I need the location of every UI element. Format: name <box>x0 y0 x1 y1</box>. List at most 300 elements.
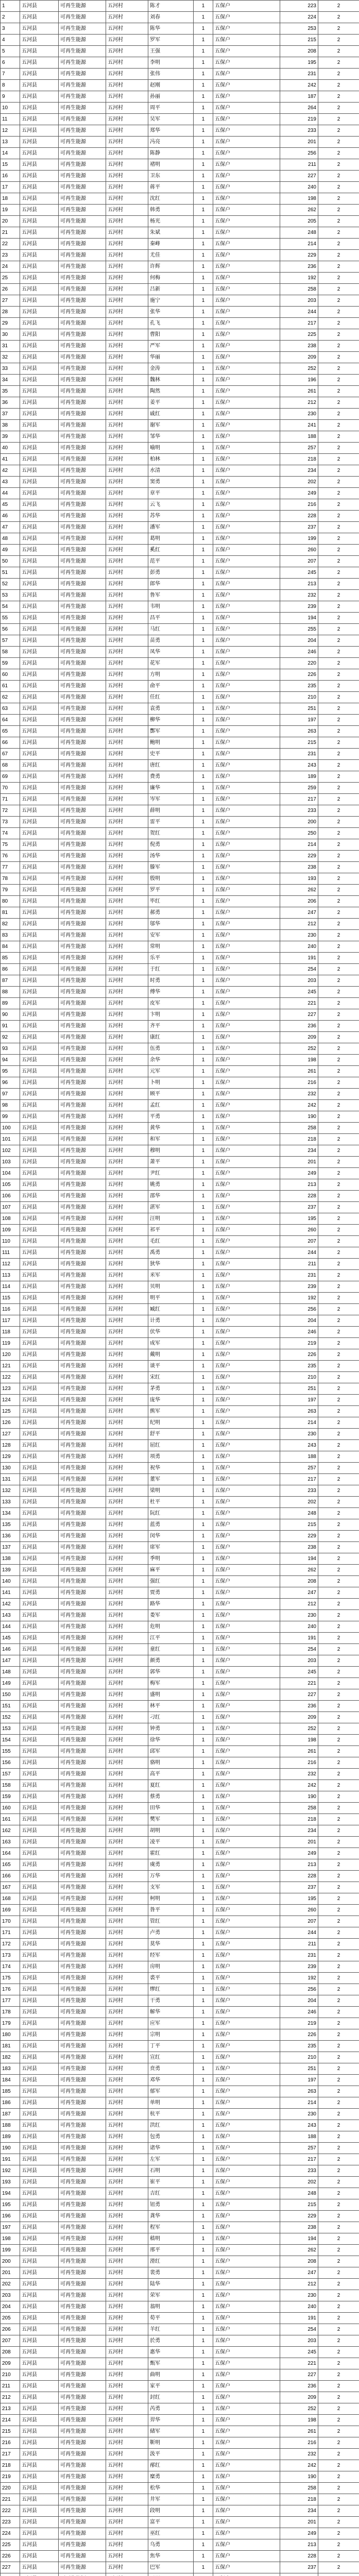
cell-town: 五河县 <box>20 1950 59 1961</box>
cell-item: 可再生能源 <box>59 2063 106 2075</box>
cell-town: 五河县 <box>20 375 59 386</box>
cell-name: 陈静 <box>148 148 194 159</box>
cell-name: 管红 <box>148 1916 194 1927</box>
cell-name: 朱斌 <box>148 227 194 239</box>
cell-name: 邢平 <box>148 2245 194 2256</box>
cell-village: 五河村 <box>106 567 148 579</box>
cell-row-number: 3 <box>1 23 20 35</box>
cell-category: 五保户 <box>213 1134 280 1145</box>
cell-village: 五河村 <box>106 1780 148 1791</box>
cell-amount: 232 <box>280 2449 318 2460</box>
cell-amount: 232 <box>280 1769 318 1780</box>
cell-item: 可再生能源 <box>59 1961 106 1973</box>
cell-village: 五河村 <box>106 499 148 511</box>
cell-quantity: 1 <box>194 556 213 567</box>
cell-name: 龚华 <box>148 2211 194 2222</box>
cell-town: 五河县 <box>20 1712 59 1723</box>
cell-item: 可再生能源 <box>59 805 106 817</box>
cell-town: 五河县 <box>20 1633 59 1644</box>
cell-name: 宣红 <box>148 2052 194 2063</box>
cell-village: 五河村 <box>106 1247 148 1259</box>
cell-amount: 199 <box>280 533 318 545</box>
cell-village: 五河村 <box>106 23 148 35</box>
cell-village: 五河村 <box>106 1179 148 1191</box>
cell-amount: 219 <box>280 2018 318 2029</box>
cell-village: 五河村 <box>106 2517 148 2528</box>
cell-town: 五河县 <box>20 2517 59 2528</box>
cell-amount: 261 <box>280 386 318 397</box>
cell-category: 五保户 <box>213 2381 280 2392</box>
cell-town: 五河县 <box>20 159 59 171</box>
cell-village: 五河村 <box>106 987 148 998</box>
cell-row-number: 5 <box>1 46 20 57</box>
table-row <box>1 1417 359 1429</box>
cell-village: 五河村 <box>106 1610 148 1621</box>
cell-item: 可再生能源 <box>59 1 106 12</box>
cell-quantity: 1 <box>194 545 213 556</box>
cell-row-number: 193 <box>1 2177 20 2188</box>
cell-score: 2 <box>318 1349 359 1361</box>
cell-quantity: 1 <box>194 2041 213 2052</box>
cell-row-number: 79 <box>1 885 20 896</box>
table-row <box>1 2143 359 2154</box>
cell-row-number: 116 <box>1 1304 20 1315</box>
cell-item: 可再生能源 <box>59 715 106 726</box>
cell-score: 2 <box>318 817 359 828</box>
cell-name: 成军 <box>148 1338 194 1349</box>
cell-score: 2 <box>318 1043 359 1055</box>
cell-item: 可再生能源 <box>59 556 106 567</box>
cell-row-number: 115 <box>1 1293 20 1304</box>
cell-name: 唐红 <box>148 760 194 771</box>
table-row <box>1 1032 359 1043</box>
cell-item: 可再生能源 <box>59 2199 106 2211</box>
table-row <box>1 69 359 80</box>
cell-village: 五河村 <box>106 443 148 454</box>
cell-quantity: 1 <box>194 443 213 454</box>
cell-amount: 243 <box>280 1440 318 1451</box>
cell-row-number: 64 <box>1 715 20 726</box>
cell-village: 五河村 <box>106 2313 148 2324</box>
cell-score: 2 <box>318 159 359 171</box>
cell-category: 五保户 <box>213 1531 280 1542</box>
cell-amount: 204 <box>280 1315 318 1327</box>
cell-item: 可再生能源 <box>59 2369 106 2381</box>
cell-name: 张华 <box>148 307 194 318</box>
cell-score: 2 <box>318 227 359 239</box>
cell-item: 可再生能源 <box>59 794 106 805</box>
cell-category: 五保户 <box>213 1236 280 1247</box>
cell-town: 五河县 <box>20 1463 59 1474</box>
cell-category: 五保户 <box>213 715 280 726</box>
cell-item: 可再生能源 <box>59 1565 106 1576</box>
cell-category: 五保户 <box>213 692 280 703</box>
cell-row-number: 206 <box>1 2324 20 2335</box>
cell-category: 五保户 <box>213 1508 280 1519</box>
cell-amount: 240 <box>280 941 318 953</box>
cell-item: 可再生能源 <box>59 2109 106 2120</box>
cell-score: 2 <box>318 1508 359 1519</box>
cell-row-number: 57 <box>1 635 20 647</box>
cell-quantity: 1 <box>194 1973 213 1984</box>
cell-row-number: 92 <box>1 1032 20 1043</box>
cell-row-number: 96 <box>1 1077 20 1089</box>
cell-village: 五河村 <box>106 2392 148 2403</box>
cell-amount: 257 <box>280 2143 318 2154</box>
cell-amount: 213 <box>280 1179 318 1191</box>
cell-quantity: 1 <box>194 2199 213 2211</box>
cell-name: 杜平 <box>148 1497 194 1508</box>
cell-amount: 252 <box>280 2403 318 2415</box>
cell-quantity: 1 <box>194 2494 213 2505</box>
cell-item: 可再生能源 <box>59 2562 106 2573</box>
table-row <box>1 2211 359 2222</box>
cell-row-number: 143 <box>1 1610 20 1621</box>
cell-village: 五河村 <box>106 2109 148 2120</box>
cell-row-number: 123 <box>1 1383 20 1395</box>
cell-town: 五河县 <box>20 1689 59 1701</box>
cell-row-number: 200 <box>1 2256 20 2267</box>
cell-village: 五河村 <box>106 1009 148 1021</box>
cell-item: 可再生能源 <box>59 1406 106 1417</box>
cell-item: 可再生能源 <box>59 443 106 454</box>
cell-category: 五保户 <box>213 1 280 12</box>
cell-item: 可再生能源 <box>59 1633 106 1644</box>
cell-village: 五河村 <box>106 941 148 953</box>
cell-town: 五河县 <box>20 873 59 885</box>
cell-name: 陶然 <box>148 386 194 397</box>
cell-amount: 201 <box>280 137 318 148</box>
cell-row-number: 154 <box>1 1735 20 1746</box>
cell-village: 五河村 <box>106 2154 148 2165</box>
cell-score: 2 <box>318 1247 359 1259</box>
cell-amount: 261 <box>280 1066 318 1077</box>
table-row <box>1 1225 359 1236</box>
cell-name: 惠华 <box>148 2347 194 2358</box>
cell-village: 五河村 <box>106 2267 148 2279</box>
table-row <box>1 2426 359 2437</box>
cell-village: 五河村 <box>106 1882 148 1893</box>
cell-name: 臧红 <box>148 1304 194 1315</box>
cell-row-number: 186 <box>1 2097 20 2109</box>
cell-row-number: 87 <box>1 975 20 987</box>
cell-score: 2 <box>318 1497 359 1508</box>
cell-score: 2 <box>318 1 359 12</box>
cell-quantity: 1 <box>194 964 213 975</box>
cell-village: 五河村 <box>106 873 148 885</box>
cell-name: 华丽 <box>148 352 194 363</box>
cell-score: 2 <box>318 397 359 409</box>
table-row <box>1 386 359 397</box>
cell-amount: 217 <box>280 794 318 805</box>
cell-score: 2 <box>318 1769 359 1780</box>
cell-row-number: 190 <box>1 2143 20 2154</box>
cell-town: 五河县 <box>20 1916 59 1927</box>
cell-quantity: 1 <box>194 1610 213 1621</box>
cell-amount: 226 <box>280 669 318 681</box>
table-row <box>1 1463 359 1474</box>
cell-name: 柯明 <box>148 1893 194 1905</box>
cell-row-number: 182 <box>1 2052 20 2063</box>
cell-amount: 198 <box>280 193 318 205</box>
cell-name: 丁平 <box>148 2041 194 2052</box>
cell-row-number: 16 <box>1 171 20 182</box>
cell-town: 五河县 <box>20 851 59 862</box>
cell-village: 五河村 <box>106 12 148 23</box>
cell-row-number: 63 <box>1 703 20 715</box>
cell-name: 甄军 <box>148 2358 194 2369</box>
cell-score: 2 <box>318 805 359 817</box>
cell-village: 五河村 <box>106 1905 148 1916</box>
cell-quantity: 1 <box>194 409 213 420</box>
cell-category: 五保户 <box>213 284 280 295</box>
table-row <box>1 635 359 647</box>
table-row <box>1 2233 359 2245</box>
cell-name: 齐平 <box>148 1021 194 1032</box>
cell-item: 可再生能源 <box>59 1497 106 1508</box>
cell-town: 五河县 <box>20 80 59 91</box>
cell-score: 2 <box>318 1134 359 1145</box>
cell-score: 2 <box>318 1406 359 1417</box>
cell-amount: 215 <box>280 1519 318 1531</box>
table-row <box>1 1984 359 1995</box>
cell-name: 贾勇 <box>148 1587 194 1599</box>
table-row <box>1 1882 359 1893</box>
cell-amount: 254 <box>280 2324 318 2335</box>
table-row <box>1 828 359 839</box>
cell-name: 糜勇 <box>148 2471 194 2483</box>
cell-town: 五河县 <box>20 2177 59 2188</box>
cell-item: 可再生能源 <box>59 1247 106 1259</box>
cell-score: 2 <box>318 737 359 749</box>
cell-name: 鲁军 <box>148 590 194 601</box>
cell-item: 可再生能源 <box>59 1701 106 1712</box>
cell-row-number: 124 <box>1 1395 20 1406</box>
table-row <box>1 1338 359 1349</box>
cell-village: 五河村 <box>106 1859 148 1871</box>
cell-village: 五河村 <box>106 522 148 533</box>
cell-score: 2 <box>318 1927 359 1939</box>
cell-item: 可再生能源 <box>59 488 106 499</box>
cell-row-number: 183 <box>1 2063 20 2075</box>
cell-category: 五保户 <box>213 624 280 635</box>
cell-village: 五河村 <box>106 590 148 601</box>
cell-category: 五保户 <box>213 1259 280 1270</box>
cell-item: 可再生能源 <box>59 193 106 205</box>
cell-item: 可再生能源 <box>59 307 106 318</box>
cell-quantity: 1 <box>194 1531 213 1542</box>
cell-quantity: 1 <box>194 1157 213 1168</box>
cell-town: 五河县 <box>20 1 59 12</box>
cell-score: 2 <box>318 46 359 57</box>
cell-score: 2 <box>318 2460 359 2471</box>
cell-name: 柏林 <box>148 454 194 465</box>
cell-amount: 216 <box>280 2437 318 2449</box>
cell-town: 五河县 <box>20 930 59 941</box>
cell-town: 五河县 <box>20 1395 59 1406</box>
cell-amount: 203 <box>280 2335 318 2347</box>
cell-item: 可再生能源 <box>59 2120 106 2131</box>
cell-name: 邹华 <box>148 431 194 443</box>
cell-row-number: 42 <box>1 465 20 477</box>
cell-category: 五保户 <box>213 1406 280 1417</box>
cell-item: 可再生能源 <box>59 624 106 635</box>
cell-amount: 233 <box>280 125 318 137</box>
cell-town: 五河县 <box>20 2471 59 2483</box>
cell-name: 支军 <box>148 1882 194 1893</box>
cell-quantity: 1 <box>194 2233 213 2245</box>
cell-town: 五河县 <box>20 2505 59 2517</box>
cell-village: 五河村 <box>106 1973 148 1984</box>
cell-village: 五河村 <box>106 216 148 227</box>
cell-category: 五保户 <box>213 2517 280 2528</box>
cell-village: 五河村 <box>106 771 148 783</box>
cell-name: 毕红 <box>148 896 194 907</box>
cell-village: 五河村 <box>106 2528 148 2539</box>
cell-score: 2 <box>318 1157 359 1168</box>
cell-amount: 219 <box>280 1338 318 1349</box>
cell-category: 五保户 <box>213 1225 280 1236</box>
cell-name: 家平 <box>148 2381 194 2392</box>
cell-category: 五保户 <box>213 1633 280 1644</box>
cell-name: 狄华 <box>148 1259 194 1270</box>
cell-amount: 247 <box>280 2267 318 2279</box>
cell-quantity: 1 <box>194 1871 213 1882</box>
cell-item: 可再生能源 <box>59 1950 106 1961</box>
cell-row-number: 139 <box>1 1565 20 1576</box>
cell-amount: 262 <box>280 1565 318 1576</box>
cell-row-number: 91 <box>1 1021 20 1032</box>
cell-row-number: 133 <box>1 1497 20 1508</box>
cell-item: 可再生能源 <box>59 579 106 590</box>
cell-quantity: 1 <box>194 69 213 80</box>
cell-amount: 215 <box>280 35 318 46</box>
cell-quantity: 1 <box>194 1769 213 1780</box>
cell-category: 五保户 <box>213 1712 280 1723</box>
cell-name: 梁明 <box>148 1485 194 1497</box>
cell-score: 2 <box>318 1859 359 1871</box>
cell-category: 五保户 <box>213 1327 280 1338</box>
table-row <box>1 2301 359 2313</box>
cell-item: 可再生能源 <box>59 1905 106 1916</box>
cell-item: 可再生能源 <box>59 1927 106 1939</box>
cell-category: 五保户 <box>213 307 280 318</box>
cell-village: 五河村 <box>106 1893 148 1905</box>
cell-quantity: 1 <box>194 1576 213 1587</box>
cell-item: 可再生能源 <box>59 216 106 227</box>
table-row <box>1 726 359 737</box>
cell-row-number: 132 <box>1 1485 20 1497</box>
cell-item: 可再生能源 <box>59 2131 106 2143</box>
cell-score: 2 <box>318 522 359 533</box>
cell-village: 五河村 <box>106 885 148 896</box>
cell-item: 可再生能源 <box>59 1066 106 1077</box>
cell-score: 2 <box>318 635 359 647</box>
cell-village: 五河村 <box>106 148 148 159</box>
cell-score: 2 <box>318 454 359 465</box>
table-row <box>1 2347 359 2358</box>
cell-quantity: 1 <box>194 488 213 499</box>
cell-category: 五保户 <box>213 2041 280 2052</box>
cell-row-number: 158 <box>1 1780 20 1791</box>
cell-town: 五河县 <box>20 443 59 454</box>
cell-amount: 195 <box>280 57 318 69</box>
cell-category: 五保户 <box>213 817 280 828</box>
cell-village: 五河村 <box>106 91 148 103</box>
cell-quantity: 1 <box>194 624 213 635</box>
cell-amount: 203 <box>280 295 318 307</box>
cell-row-number: 120 <box>1 1349 20 1361</box>
cell-amount: 212 <box>280 2279 318 2290</box>
cell-amount: 217 <box>280 2154 318 2165</box>
cell-amount: 245 <box>280 1667 318 1678</box>
cell-town: 五河县 <box>20 103 59 114</box>
cell-score: 2 <box>318 1417 359 1429</box>
table-row <box>1 1542 359 1553</box>
cell-item: 可再生能源 <box>59 1735 106 1746</box>
cell-name: 祝华 <box>148 1463 194 1474</box>
cell-score <box>318 2573 359 2576</box>
cell-category: 五保户 <box>213 2279 280 2290</box>
cell-category: 五保户 <box>213 2211 280 2222</box>
cell-category: 五保户 <box>213 2335 280 2347</box>
cell-name: 毛红 <box>148 1236 194 1247</box>
cell-item: 可再生能源 <box>59 1757 106 1769</box>
cell-row-number: 85 <box>1 953 20 964</box>
cell-category: 五保户 <box>213 1168 280 1179</box>
cell-quantity: 1 <box>194 635 213 647</box>
cell-item: 可再生能源 <box>59 1712 106 1723</box>
cell-row-number: 226 <box>1 2551 20 2562</box>
table-row <box>1 1281 359 1293</box>
table-row <box>1 1100 359 1111</box>
cell-village: 五河村 <box>106 1191 148 1202</box>
cell-amount: 262 <box>280 885 318 896</box>
cell-row-number: 102 <box>1 1145 20 1157</box>
cell-category: 五保户 <box>213 2415 280 2426</box>
cell-name: 顾平 <box>148 1089 194 1100</box>
cell-town: 五河县 <box>20 896 59 907</box>
cell-quantity: 1 <box>194 749 213 760</box>
cell-score: 2 <box>318 2426 359 2437</box>
cell-row-number: 225 <box>1 2539 20 2551</box>
cell-name: 荣军 <box>148 2290 194 2301</box>
cell-quantity: 1 <box>194 1191 213 1202</box>
cell-category: 五保户 <box>213 794 280 805</box>
table-row <box>1 2313 359 2324</box>
table-row <box>1 477 359 488</box>
cell-score: 2 <box>318 2188 359 2199</box>
cell-item: 可再生能源 <box>59 1179 106 1191</box>
table-row <box>1 1077 359 1089</box>
cell-name: 施宁 <box>148 295 194 307</box>
cell-town: 五河县 <box>20 1327 59 1338</box>
cell-name: 席军 <box>148 1542 194 1553</box>
cell-town: 五河县 <box>20 2188 59 2199</box>
cell-score: 2 <box>318 443 359 454</box>
cell-category: 五保户 <box>213 488 280 499</box>
cell-name: 左军 <box>148 2154 194 2165</box>
cell-score: 2 <box>318 624 359 635</box>
cell-category: 五保户 <box>213 1882 280 1893</box>
cell-quantity: 1 <box>194 1644 213 1655</box>
cell-quantity: 1 <box>194 1746 213 1757</box>
table-row <box>1 590 359 601</box>
cell-row-number: 108 <box>1 1213 20 1225</box>
cell-item: 可再生能源 <box>59 1372 106 1383</box>
cell-quantity: 1 <box>194 1451 213 1463</box>
cell-town: 五河县 <box>20 205 59 216</box>
